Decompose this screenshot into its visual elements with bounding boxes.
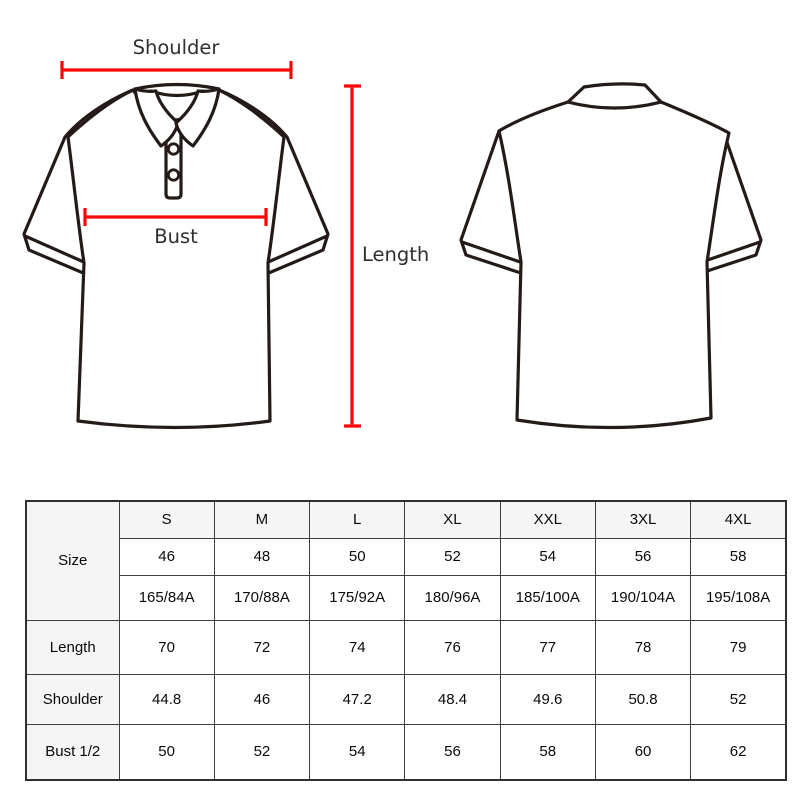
table-cell: 76 (405, 620, 500, 674)
table-cell: 56 (405, 724, 500, 780)
table-cell: 48 (214, 538, 309, 575)
table-cell: 52 (405, 538, 500, 575)
table-cell: 60 (595, 724, 690, 780)
length-row (26, 620, 786, 674)
table-cell: 56 (595, 538, 690, 575)
column-header-s: S (119, 501, 214, 538)
table-cell: 170/88A (214, 575, 309, 620)
table-cell: 72 (214, 620, 309, 674)
table-cell: 77 (500, 620, 595, 674)
row-header-shoulder: Shoulder (26, 674, 119, 724)
table-cell: 54 (310, 724, 405, 780)
table-cell: 70 (119, 620, 214, 674)
length-label: Length (362, 243, 430, 266)
table-cell: 50.8 (595, 674, 690, 724)
shoulder-measure-line (62, 61, 291, 79)
row-header-length: Length (26, 620, 119, 674)
bust-label: Bust (154, 225, 198, 248)
table-header-row (26, 501, 786, 538)
table-cell: 50 (310, 538, 405, 575)
table-cell: 79 (691, 620, 786, 674)
table-cell: 190/104A (595, 575, 690, 620)
column-header-4xl: 4XL (691, 501, 786, 538)
column-header-m: M (214, 501, 309, 538)
bust-half-row (26, 724, 786, 780)
shoulder-row (26, 674, 786, 724)
table-cell: 58 (500, 724, 595, 780)
table-cell: 58 (691, 538, 786, 575)
column-header-xxl: XXL (500, 501, 595, 538)
row-header-bust-half: Bust 1/2 (26, 724, 119, 780)
table-cell: 62 (691, 724, 786, 780)
column-header-3xl: 3XL (595, 501, 690, 538)
row-header-size: Size (26, 501, 119, 620)
column-header-xl: XL (405, 501, 500, 538)
table-cell: 175/92A (310, 575, 405, 620)
table-cell: 46 (119, 538, 214, 575)
table-cell: 47.2 (310, 674, 405, 724)
size-number-row (26, 538, 786, 575)
column-header-l: L (310, 501, 405, 538)
table-cell: 44.8 (119, 674, 214, 724)
size-chart-table (25, 500, 787, 781)
table-cell: 195/108A (691, 575, 786, 620)
table-cell: 50 (119, 724, 214, 780)
table-cell: 48.4 (405, 674, 500, 724)
table-cell: 52 (691, 674, 786, 724)
table-cell: 180/96A (405, 575, 500, 620)
table-cell: 74 (310, 620, 405, 674)
shoulder-label: Shoulder (132, 36, 220, 59)
table-cell: 52 (214, 724, 309, 780)
table-cell: 49.6 (500, 674, 595, 724)
table-cell: 185/100A (500, 575, 595, 620)
bust-measure-line (85, 208, 266, 226)
table-cell: 46 (214, 674, 309, 724)
table-cell: 78 (595, 620, 690, 674)
table-cell: 54 (500, 538, 595, 575)
table-cell: 165/84A (119, 575, 214, 620)
size-height-row (26, 575, 786, 620)
length-measure-line (344, 86, 361, 426)
